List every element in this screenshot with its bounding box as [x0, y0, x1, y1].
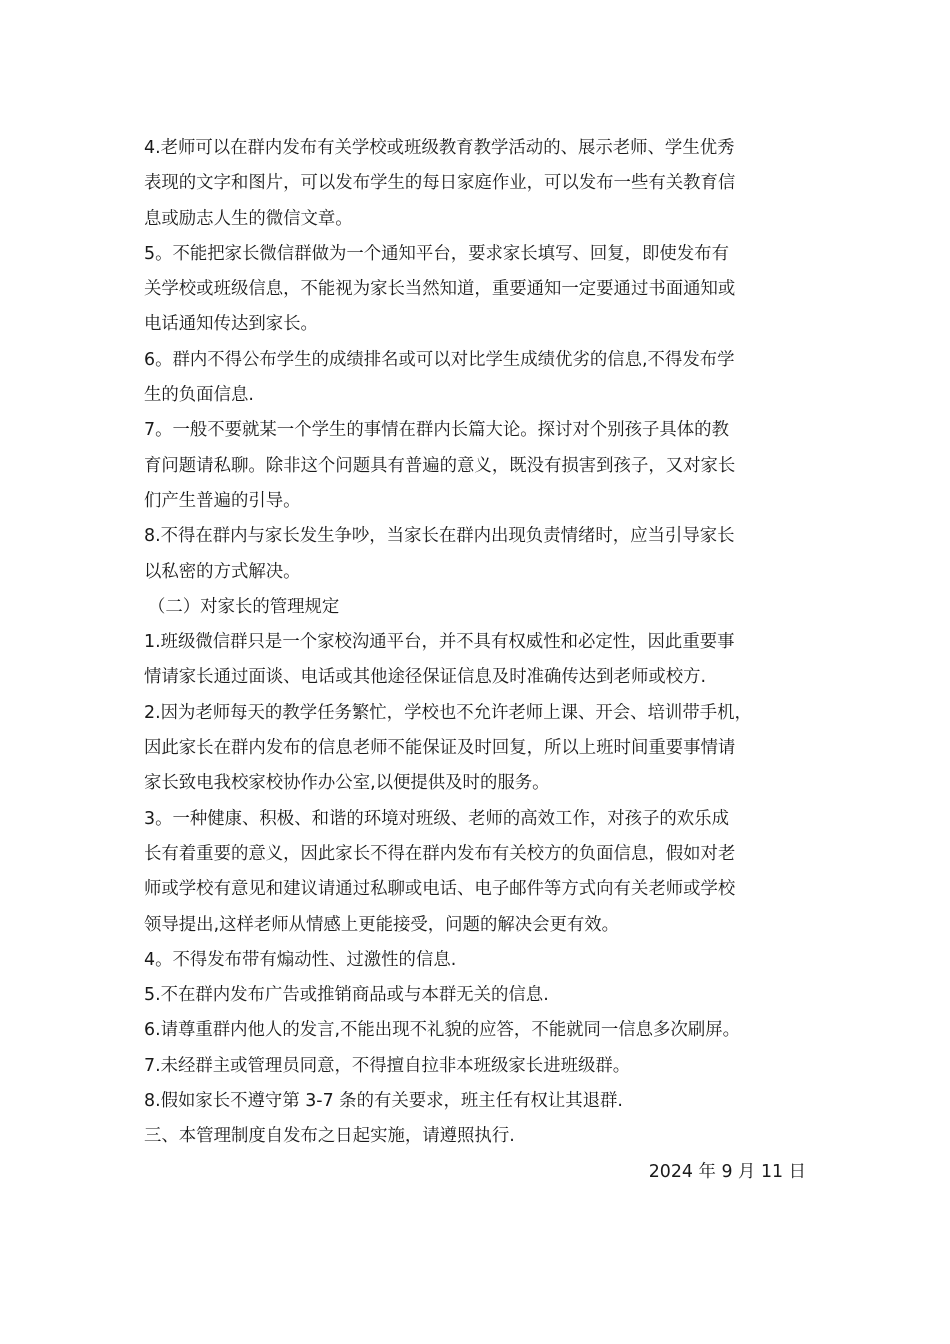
text-line: 息或励志人生的微信文章。	[144, 208, 353, 229]
section-heading: （二）对家长的管理规定	[148, 596, 340, 617]
text-line: 师或学校有意见和建议请通过私聊或电话、电子邮件等方式向有关老师或学校	[144, 879, 736, 900]
text-line: 7.未经群主或管理员同意，不得擅自拉非本班级家长进班级群。	[144, 1055, 631, 1076]
text-line: 家长致电我校家校协作办公室,以便提供及时的服务。	[144, 773, 550, 794]
text-line: 1.班级微信群只是一个家校沟通平台，并不具有权威性和必定性，因此重要事	[144, 632, 735, 653]
text-line: 们产生普遍的引导。	[144, 490, 301, 511]
document-body	[144, 131, 808, 1190]
document-date: 2024 年 9 月 11 日	[648, 1161, 806, 1182]
text-line: 6.请尊重群内他人的发言,不能出现不礼貌的应答，不能就同一信息多次刷屏。	[144, 1020, 741, 1041]
text-line: 3。一种健康、积极、和谐的环境对班级、老师的高效工作，对孩子的欢乐成	[144, 808, 729, 829]
text-line: 4。不得发布带有煽动性、过激性的信息.	[144, 949, 457, 970]
text-line: 情请家长通过面谈、电话或其他途径保证信息及时准确传达到老师或校方.	[144, 667, 707, 688]
text-line: 电话通知传达到家长。	[144, 314, 318, 335]
text-line: 育问题请私聊。除非这个问题具有普遍的意义，既没有损害到孩子，又对家长	[144, 455, 736, 476]
text-line: 7。一般不要就某一个学生的事情在群内长篇大论。探讨对个别孩子具体的教	[144, 420, 729, 441]
text-line: 5。不能把家长微信群做为一个通知平台，要求家长填写、回复，即使发布有	[144, 243, 729, 264]
text-line: 三、本管理制度自发布之日起实施，请遵照执行.	[144, 1126, 515, 1147]
text-line: 生的负面信息.	[144, 385, 254, 406]
text-line: 长有着重要的意义，因此家长不得在群内发布有关校方的负面信息，假如对老	[144, 843, 736, 864]
text-line: 8.不得在群内与家长发生争吵，当家长在群内出现负责情绪时，应当引导家长	[144, 526, 735, 547]
text-line: 领导提出,这样老师从情感上更能接受，问题的解决会更有效。	[144, 914, 620, 935]
text-line: 6。群内不得公布学生的成绩排名或可以对比学生成绩优劣的信息,不得发布学	[144, 349, 735, 370]
text-line: 2.因为老师每天的教学任务繁忙，学校也不允许老师上课、开会、培训带手机，	[144, 702, 752, 723]
text-line: 8.假如家长不遵守第 3-7 条的有关要求，班主任有权让其退群.	[144, 1091, 623, 1112]
text-line: 表现的文字和图片，可以发布学生的每日家庭作业，可以发布一些有关教育信	[144, 173, 736, 194]
text-line: 4.老师可以在群内发布有关学校或班级教育教学活动的、展示老师、学生优秀	[144, 138, 735, 158]
text-line: 5.不在群内发布广告或推销商品或与本群无关的信息.	[144, 985, 549, 1006]
text-line: 关学校或班级信息，不能视为家长当然知道，重要通知一定要通过书面通知或	[144, 279, 736, 300]
text-line: 因此家长在群内发布的信息老师不能保证及时回复，所以上班时间重要事情请	[144, 738, 736, 759]
text-line: 以私密的方式解决。	[144, 561, 301, 582]
